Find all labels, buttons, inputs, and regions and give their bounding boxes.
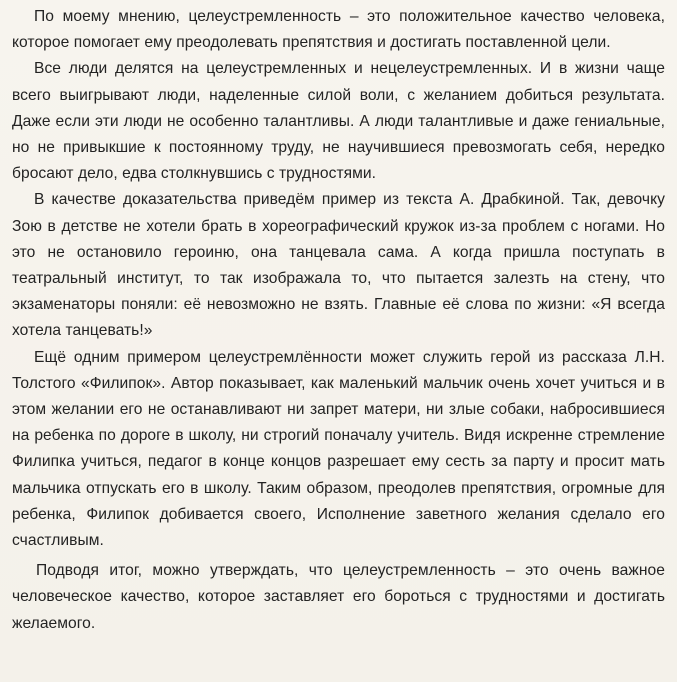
paragraph-thesis: Все люди делятся на целеустремленных и нецелеустремленных. И в жизни чаще всего выигрывают люди, наделенные силой воли, с желанием добиться результата. Даже если эти люди не особенно талантливы. А люди талантливые и даже гениальные, но не привыкшие к постоянному труду, не научившиеся превозмогать себя, нередко бросают дело, едва столкнувшись с трудностями. bbox=[12, 60, 665, 183]
paragraph-example-drabkina: В качестве доказательства приведём пример из текста А. Драбкиной. Так, девочку Зою в детстве не хотели брать в хореографический кружок из-за проблем с ногами. Но это не остановило героиню, она танцевала сама. А когда пришла поступать в театральный институт, то так изображала то, что пытается залезть на стену, что экзаменаторы поняли: её невозможно не взять. Главные её слова по жизни: «Я всегда хотела танцевать!» bbox=[12, 191, 665, 340]
paragraph-intro: По моему мнению, целеустремленность – это положительное качество человека, которое помогает ему преодолевать препятствия и достигать поставленной цели. bbox=[12, 8, 665, 52]
paragraph-example-tolstoy: Ещё одним примером целеустремлённости может служить герой из рассказа Л.Н. Толстого «Филипок». Автор показывает, как маленький мальчик очень хочет учиться и в этом желании его не останавливают ни запрет матери, ни злые собаки, набросившиеся на ребенка по дороге в школу, ни строгий поначалу учитель. Видя искренне стремление Филипка учиться, педагог в конце концов разрешает ему сесть за парту и просит мать мальчика отпускать его в школу. Таким образом, преодолев препятствия, огромные для ребенка, Филипок добивается своего, Исполнение заветного желания сделало его счастливым. bbox=[12, 348, 665, 550]
paragraph-conclusion: Подводя итог, можно утверждать, что целеустремленность – это очень важное человеческое качество, которое заставляет его бороться с трудностями и достигать желаемого. bbox=[12, 562, 665, 632]
